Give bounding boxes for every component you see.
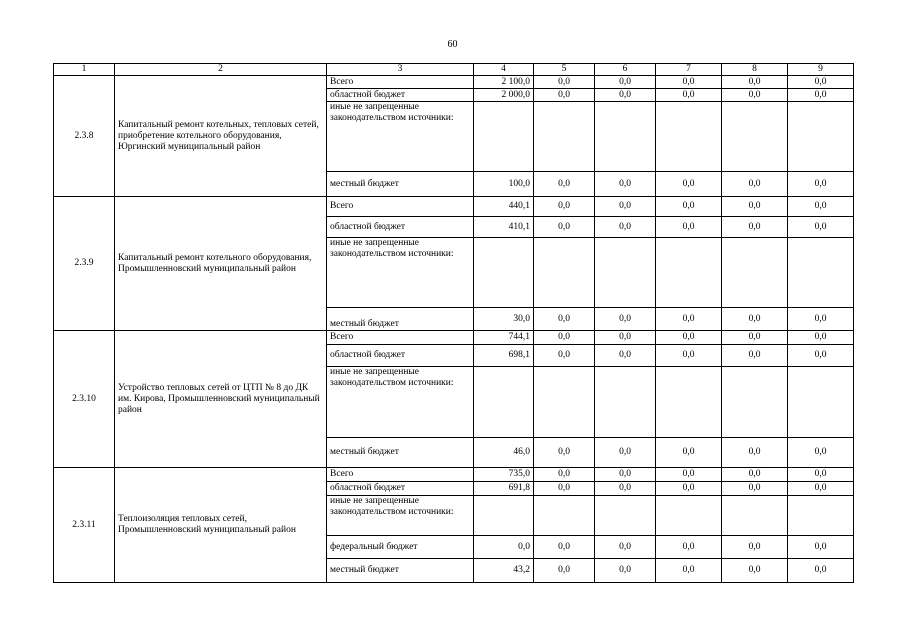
value-cell: 0,0 — [722, 468, 788, 482]
value-cell: 0,0 — [722, 76, 788, 89]
value-cell: 2 100,0 — [474, 76, 534, 89]
value-cell: 0,0 — [788, 308, 854, 331]
value-cell: 0,0 — [474, 536, 534, 559]
value-cell — [595, 102, 656, 172]
value-cell: 0,0 — [788, 172, 854, 197]
value-cell: 0,0 — [534, 559, 595, 583]
value-cell — [722, 102, 788, 172]
value-cell: 0,0 — [722, 482, 788, 496]
funding-source: иные не запрещенные законодательством источники: — [327, 102, 474, 172]
value-cell: 0,0 — [595, 172, 656, 197]
value-cell: 0,0 — [788, 76, 854, 89]
table-row — [54, 197, 854, 217]
value-cell — [534, 496, 595, 536]
item-code: 2.3.10 — [54, 331, 115, 468]
value-cell — [788, 102, 854, 172]
value-cell: 0,0 — [656, 172, 722, 197]
funding-source: иные не запрещенные законодательством источники: — [327, 367, 474, 438]
funding-source: Всего — [327, 331, 474, 345]
value-cell — [595, 367, 656, 438]
value-cell: 0,0 — [656, 197, 722, 217]
value-cell: 0,0 — [595, 331, 656, 345]
value-cell: 0,0 — [595, 468, 656, 482]
funding-source: Всего — [327, 76, 474, 89]
value-cell — [788, 496, 854, 536]
column-header: 6 — [595, 64, 656, 76]
value-cell — [656, 238, 722, 308]
value-cell — [474, 496, 534, 536]
value-cell: 0,0 — [534, 197, 595, 217]
value-cell: 0,0 — [722, 308, 788, 331]
value-cell — [656, 367, 722, 438]
value-cell: 0,0 — [788, 197, 854, 217]
column-header: 3 — [327, 64, 474, 76]
value-cell — [474, 367, 534, 438]
funding-source: местный бюджет — [327, 172, 474, 197]
funding-source: областной бюджет — [327, 217, 474, 238]
table-row — [54, 468, 854, 482]
value-cell: 0,0 — [595, 217, 656, 238]
value-cell: 0,0 — [722, 559, 788, 583]
value-cell: 0,0 — [595, 345, 656, 367]
funding-source: областной бюджет — [327, 482, 474, 496]
value-cell: 0,0 — [534, 482, 595, 496]
item-code: 2.3.8 — [54, 76, 115, 197]
value-cell: 0,0 — [656, 331, 722, 345]
value-cell — [656, 102, 722, 172]
value-cell: 0,0 — [595, 536, 656, 559]
value-cell — [722, 496, 788, 536]
value-cell: 0,0 — [788, 331, 854, 345]
value-cell: 30,0 — [474, 308, 534, 331]
value-cell: 0,0 — [595, 197, 656, 217]
value-cell — [534, 102, 595, 172]
column-header: 1 — [54, 64, 115, 76]
value-cell: 0,0 — [534, 217, 595, 238]
value-cell: 0,0 — [534, 331, 595, 345]
value-cell: 0,0 — [722, 438, 788, 468]
value-cell: 0,0 — [656, 76, 722, 89]
value-cell: 0,0 — [534, 536, 595, 559]
column-header: 9 — [788, 64, 854, 76]
value-cell — [722, 367, 788, 438]
value-cell: 0,0 — [595, 482, 656, 496]
value-cell: 0,0 — [534, 468, 595, 482]
value-cell: 0,0 — [656, 89, 722, 102]
value-cell — [474, 102, 534, 172]
value-cell: 698,1 — [474, 345, 534, 367]
value-cell: 0,0 — [656, 438, 722, 468]
value-cell: 0,0 — [788, 438, 854, 468]
item-code: 2.3.9 — [54, 197, 115, 331]
value-cell: 410,1 — [474, 217, 534, 238]
page-number: 60 — [447, 39, 458, 50]
value-cell: 0,0 — [656, 482, 722, 496]
value-cell: 46,0 — [474, 438, 534, 468]
value-cell: 0,0 — [534, 308, 595, 331]
value-cell: 0,0 — [534, 89, 595, 102]
item-name: Капитальный ремонт котельных, тепловых сетей, приобретение котельного оборудования, Юргинский муниципальный район — [115, 76, 327, 197]
value-cell: 0,0 — [788, 559, 854, 583]
value-cell: 0,0 — [788, 345, 854, 367]
value-cell — [595, 238, 656, 308]
header-row — [54, 64, 854, 76]
value-cell: 0,0 — [595, 89, 656, 102]
funding-source: Всего — [327, 197, 474, 217]
table-row — [54, 331, 854, 345]
column-header: 4 — [474, 64, 534, 76]
value-cell: 0,0 — [722, 172, 788, 197]
column-header: 2 — [115, 64, 327, 76]
value-cell: 0,0 — [595, 76, 656, 89]
budget-table — [53, 63, 854, 583]
value-cell: 0,0 — [788, 468, 854, 482]
value-cell — [788, 238, 854, 308]
value-cell: 0,0 — [656, 217, 722, 238]
value-cell: 0,0 — [595, 559, 656, 583]
value-cell: 0,0 — [656, 468, 722, 482]
funding-source: Всего — [327, 468, 474, 482]
value-cell: 0,0 — [656, 308, 722, 331]
value-cell: 0,0 — [722, 345, 788, 367]
column-header: 7 — [656, 64, 722, 76]
value-cell: 0,0 — [788, 89, 854, 102]
value-cell: 43,2 — [474, 559, 534, 583]
value-cell: 0,0 — [595, 438, 656, 468]
funding-source: федеральный бюджет — [327, 536, 474, 559]
value-cell: 0,0 — [722, 536, 788, 559]
value-cell: 0,0 — [722, 217, 788, 238]
value-cell: 0,0 — [722, 89, 788, 102]
value-cell: 0,0 — [788, 217, 854, 238]
value-cell: 0,0 — [534, 438, 595, 468]
column-header: 5 — [534, 64, 595, 76]
value-cell — [595, 496, 656, 536]
value-cell — [788, 367, 854, 438]
value-cell: 0,0 — [656, 345, 722, 367]
value-cell: 0,0 — [722, 331, 788, 345]
value-cell: 0,0 — [656, 536, 722, 559]
funding-source: областной бюджет — [327, 89, 474, 102]
funding-source: местный бюджет — [327, 438, 474, 468]
value-cell: 0,0 — [534, 76, 595, 89]
value-cell: 0,0 — [534, 172, 595, 197]
value-cell: 0,0 — [595, 308, 656, 331]
item-name: Капитальный ремонт котельного оборудования, Промышленновский муниципальный район — [115, 197, 327, 331]
value-cell: 0,0 — [788, 536, 854, 559]
value-cell — [656, 496, 722, 536]
value-cell: 735,0 — [474, 468, 534, 482]
value-cell: 744,1 — [474, 331, 534, 345]
funding-source: местный бюджет — [327, 308, 474, 331]
funding-source: местный бюджет — [327, 559, 474, 583]
item-code: 2.3.11 — [54, 468, 115, 583]
table-row — [54, 76, 854, 89]
funding-source: областной бюджет — [327, 345, 474, 367]
value-cell — [474, 238, 534, 308]
value-cell — [534, 238, 595, 308]
value-cell: 0,0 — [788, 482, 854, 496]
column-header: 8 — [722, 64, 788, 76]
value-cell: 0,0 — [656, 559, 722, 583]
funding-source: иные не запрещенные законодательством источники: — [327, 238, 474, 308]
funding-source: иные не запрещенные законодательством источники: — [327, 496, 474, 536]
value-cell — [534, 367, 595, 438]
value-cell: 0,0 — [722, 197, 788, 217]
item-name: Устройство тепловых сетей от ЦТП № 8 до ДК им. Кирова, Промышленновский муниципальный район — [115, 331, 327, 468]
value-cell: 100,0 — [474, 172, 534, 197]
value-cell: 2 000,0 — [474, 89, 534, 102]
value-cell: 691,8 — [474, 482, 534, 496]
item-name: Теплоизоляция тепловых сетей, Промышленновский муниципальный район — [115, 468, 327, 583]
value-cell — [722, 238, 788, 308]
value-cell: 0,0 — [534, 345, 595, 367]
value-cell: 440,1 — [474, 197, 534, 217]
